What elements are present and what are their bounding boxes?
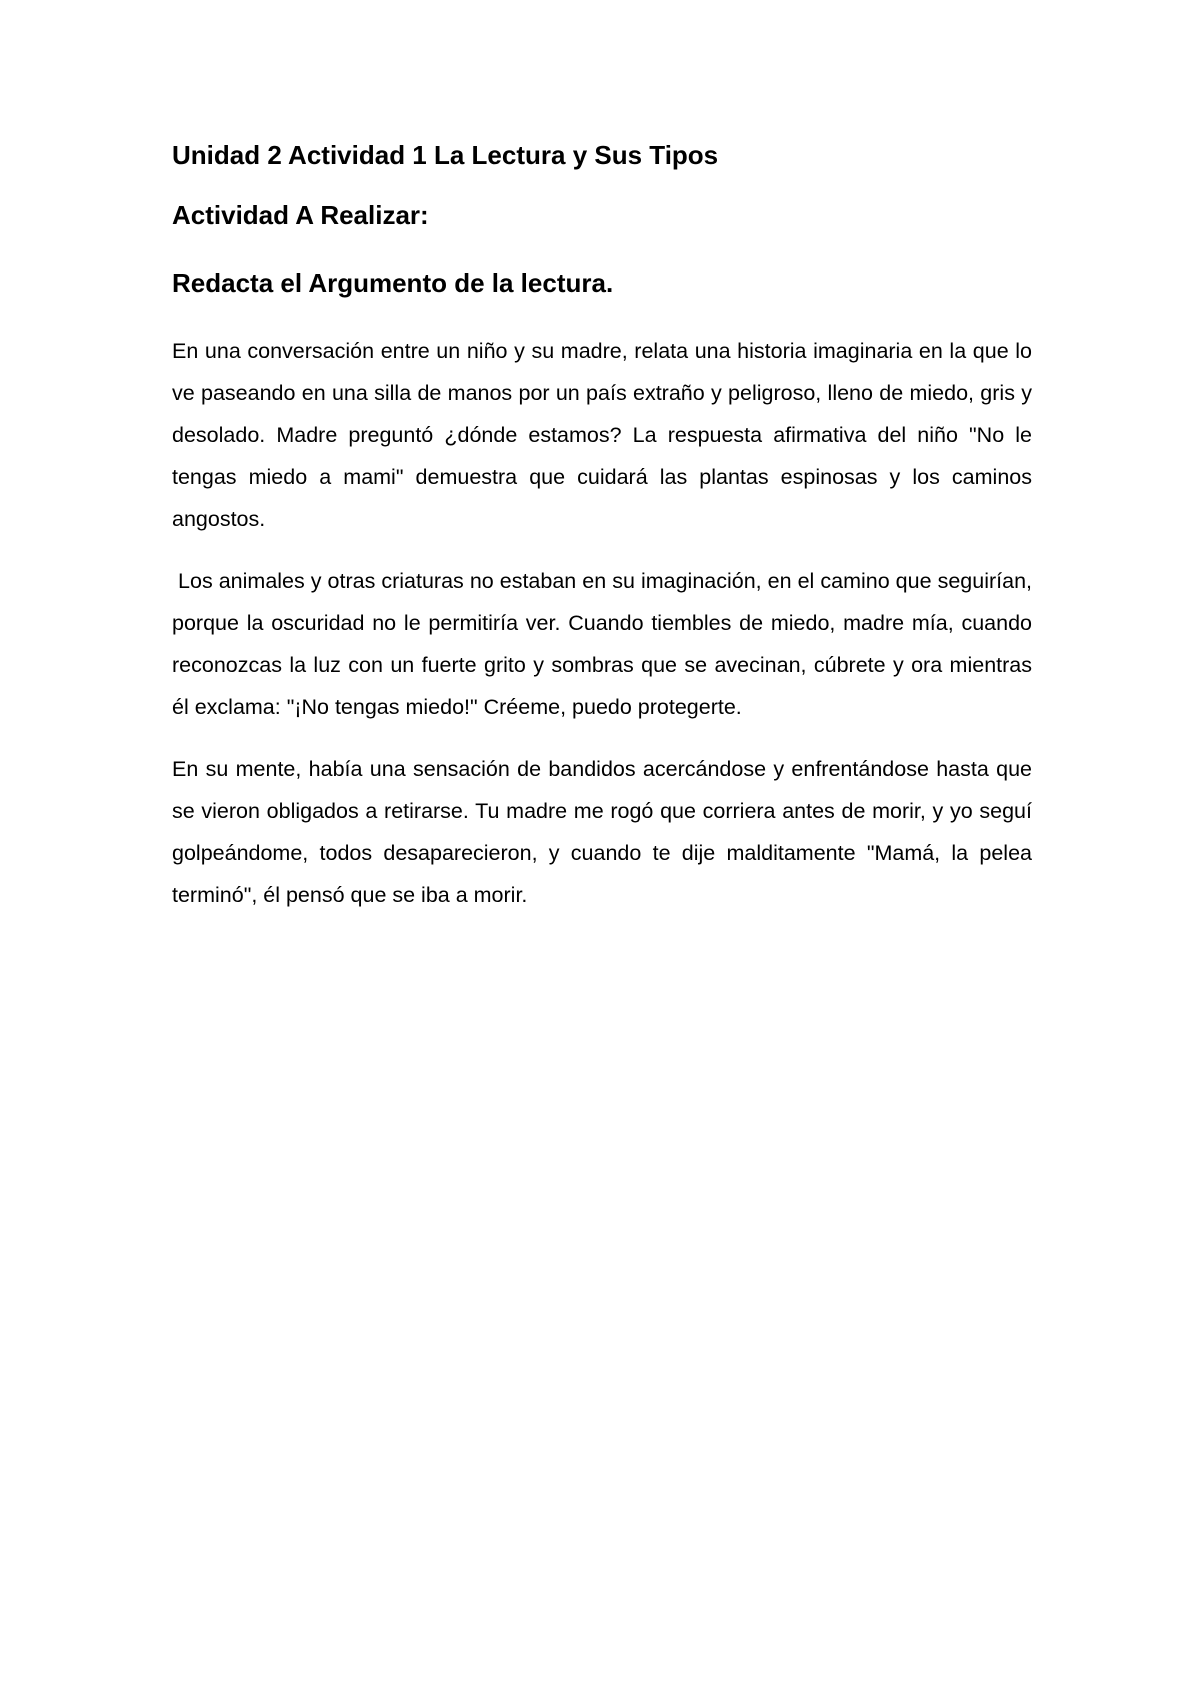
activity-heading: Actividad A Realizar: <box>172 200 429 230</box>
document-title: Unidad 2 Actividad 1 La Lectura y Sus Tipos <box>172 140 719 170</box>
document-page <box>172 138 1038 936</box>
paragraph-1: En una conversación entre un niño y su madre, relata una historia imaginaria en la que lo ve paseando en una silla de manos por un país extraño y peligroso, lleno de miedo, gris y desolado. Madre preguntó ¿dónde estamos? La respuesta afirmativa del niño "No le tengas miedo a mami" demuestra que cuidará las plantas espinosas y los caminos angostos. <box>172 339 1032 531</box>
paragraph-2: Los animales y otras criaturas no estaban en su imaginación, en el camino que seguirían, porque la oscuridad no le permitiría ver. Cuando tiembles de miedo, madre mía, cuando reconozcas la luz con un fuerte grito y sombras que se avecinan, cúbrete y ora mientras él exclama: "¡No tengas miedo!" Créeme, puedo protegerte. <box>172 569 1038 719</box>
task-heading: Redacta el Argumento de la lectura. <box>172 268 614 298</box>
paragraph-3: En su mente, había una sensación de bandidos acercándose y enfrentándose hasta que se vieron obligados a retirarse. Tu madre me rogó que corriera antes de morir, y yo seguí golpeándome, todos desaparecieron, y cuando te dije malditamente "Mamá, la pelea terminó", él pensó que se iba a morir. <box>172 757 1032 907</box>
